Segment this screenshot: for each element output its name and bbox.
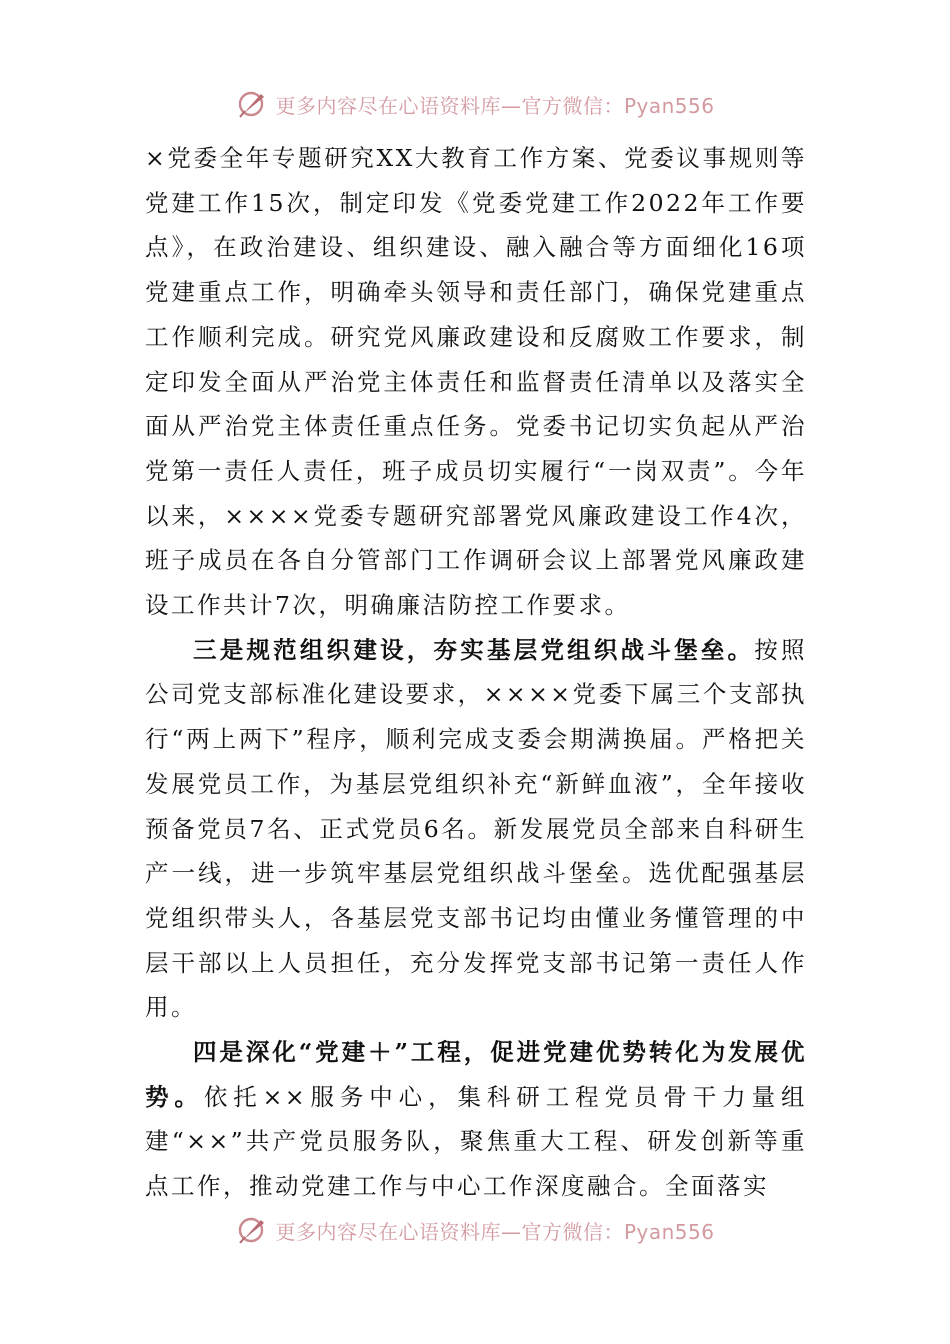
quill-logo-icon — [235, 87, 269, 121]
paragraph-body: 依托××服务中心，集科研工程党员骨干力量组建“××”共产党员服务队，聚焦重大工程、研发创新等重点工作，推动党建工作与中心工作深度融合。全面落实 — [145, 1082, 807, 1201]
paragraph-heading: 四是深化“党建＋”工程，促进党建优势转化为发展优势。 — [145, 1038, 807, 1111]
document-body — [145, 136, 807, 1209]
paragraph-body: ×党委全年专题研究XX大教育工作方案、党委议事规则等党建工作15次，制定印发《党委党建工作2022年工作要点》，在政治建设、组织建设、融入融合等方面细化16项党建重点工作，明确牵头领导和责任部门，确保党建重点工作顺利完成。研究党风廉政建设和反腐败工作要求，制定印发全面从严治党主体责任和监督责任清单以及落实全面从严治党主体责任重点任务。党委书记切实负起从严治党第一责任人责任，班子成员切实履行“一岗双责”。今年以来，××××党委专题研究部署党风廉政建设工作4次，班子成员在各自分管部门工作调研会议上部署党风廉政建设工作共计7次，明确廉洁防控工作要求。 — [145, 144, 807, 620]
header-watermark-banner — [0, 84, 950, 124]
paragraph-body: 按照公司党支部标准化建设要求，××××党委下属三个支部执行“两上两下”程序，顺利完成支委会期满换届。严格把关发展党员工作，为基层党组织补充“新鲜血液”，全年接收预备党员7名、正式党员6名。新发展党员全部来自科研生产一线，进一步筑牢基层党组织战斗堡垒。选优配强基层党组织带头人，各基层党支部书记均由懂业务懂管理的中层干部以上人员担任，充分发挥党支部书记第一责任人作用。 — [145, 635, 808, 1022]
paragraph-heading: 三是规范组织建设，夯实基层党组织战斗堡垒。 — [193, 635, 755, 664]
watermark-text[interactable]: 更多内容尽在心语资料库—官方微信：Pyan556 — [275, 93, 715, 118]
paragraph-organization — [145, 628, 807, 1030]
watermark-text[interactable]: 更多内容尽在心语资料库—官方微信：Pyan556 — [275, 1219, 715, 1244]
quill-logo-icon — [235, 1213, 269, 1247]
paragraph-continuation — [145, 136, 807, 628]
paragraph-party-building-plus — [145, 1030, 807, 1209]
footer-watermark-banner — [0, 1210, 950, 1250]
